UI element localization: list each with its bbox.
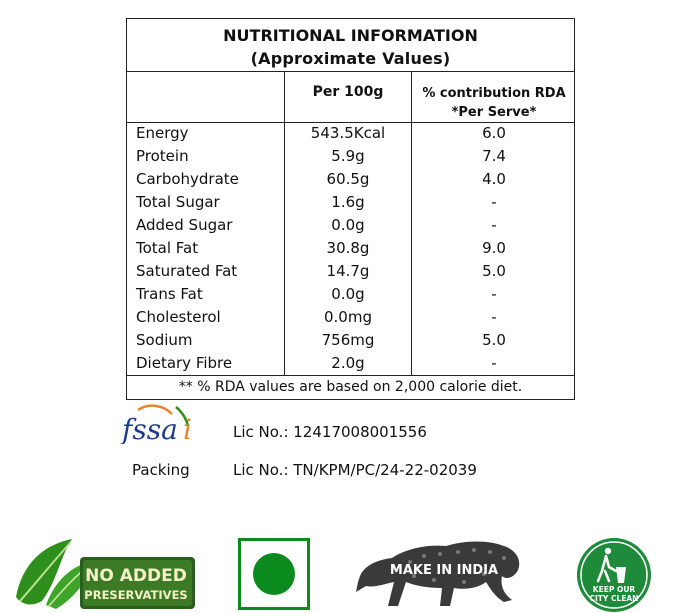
rda-value: 7.4: [482, 147, 506, 165]
table-row: [127, 237, 574, 260]
table-row: [127, 329, 574, 352]
packing-label: Packing: [132, 461, 190, 479]
fssai-logo: [120, 404, 196, 444]
keep-city-clean-badge: [576, 537, 652, 613]
per-100g-value: 30.8g: [326, 239, 370, 257]
svg-text:i: i: [183, 413, 192, 444]
nutrient-name: Trans Fat: [136, 285, 203, 303]
table-row: [127, 352, 574, 375]
column-header-per-100g: Per 100g: [312, 84, 384, 100]
table-row: [127, 191, 574, 214]
svg-text:KEEP OUR: KEEP OUR: [592, 585, 636, 594]
table-footnote: ** % RDA values are based on 2,000 calorie diet.: [127, 375, 574, 400]
table-row: [127, 168, 574, 191]
rda-value: -: [491, 354, 497, 372]
fssai-license-number: Lic No.: 12417008001556: [233, 423, 427, 441]
packing-license-number: Lic No.: TN/KPM/PC/24-22-02039: [233, 461, 477, 479]
nutrition-table: [126, 18, 575, 400]
svg-text:CITY CLEAN: CITY CLEAN: [589, 594, 639, 603]
per-100g-value: 5.9g: [331, 147, 365, 165]
vegetarian-mark-icon: [238, 538, 310, 610]
nutrient-name: Protein: [136, 147, 189, 165]
table-header-row: [127, 71, 574, 123]
per-100g-value: 2.0g: [331, 354, 365, 372]
table-body: [127, 122, 574, 375]
table-row: [127, 145, 574, 168]
rda-value: -: [491, 193, 497, 211]
nutrient-name: Added Sugar: [136, 216, 233, 234]
table-title-block: [127, 19, 574, 72]
svg-text:NO ADDED: NO ADDED: [85, 566, 187, 586]
svg-text:MAKE IN INDIA: MAKE IN INDIA: [389, 563, 499, 578]
rda-value: -: [491, 308, 497, 326]
no-added-preservatives-badge: [12, 535, 197, 613]
make-in-india-logo: [354, 536, 524, 613]
table-title: NUTRITIONAL INFORMATION: [223, 26, 478, 45]
table-row: [127, 260, 574, 283]
column-header-rda-line2: *Per Serve*: [451, 105, 537, 120]
per-100g-value: 543.5Kcal: [310, 124, 386, 142]
column-header-rda-line1: % contribution RDA: [422, 86, 566, 101]
per-100g-value: 0.0g: [331, 285, 365, 303]
table-subtitle: (Approximate Values): [250, 49, 451, 68]
per-100g-value: 60.5g: [326, 170, 370, 188]
rda-value: 5.0: [482, 331, 506, 349]
svg-text:PRESERVATIVES: PRESERVATIVES: [84, 588, 188, 602]
column-header-rda: [412, 84, 576, 122]
rda-value: 4.0: [482, 170, 506, 188]
svg-text:fssa: fssa: [122, 413, 178, 444]
nutrient-name: Carbohydrate: [136, 170, 239, 188]
nutrient-name: Cholesterol: [136, 308, 221, 326]
per-100g-value: 14.7g: [326, 262, 370, 280]
nutrient-name: Total Fat: [136, 239, 199, 257]
nutrient-name: Sodium: [136, 331, 193, 349]
per-100g-value: 0.0g: [331, 216, 365, 234]
nutrient-name: Energy: [136, 124, 189, 142]
per-100g-value: 1.6g: [331, 193, 365, 211]
table-row: [127, 122, 574, 145]
nutrient-name: Dietary Fibre: [136, 354, 233, 372]
rda-value: 5.0: [482, 262, 506, 280]
rda-value: -: [491, 216, 497, 234]
rda-value: 6.0: [482, 124, 506, 142]
nutrient-name: Saturated Fat: [136, 262, 238, 280]
table-row: [127, 283, 574, 306]
nutrient-name: Total Sugar: [136, 193, 220, 211]
per-100g-value: 756mg: [321, 331, 375, 349]
per-100g-value: 0.0mg: [324, 308, 372, 326]
rda-value: -: [491, 285, 497, 303]
rda-value: 9.0: [482, 239, 506, 257]
table-row: [127, 306, 574, 329]
table-row: [127, 214, 574, 237]
